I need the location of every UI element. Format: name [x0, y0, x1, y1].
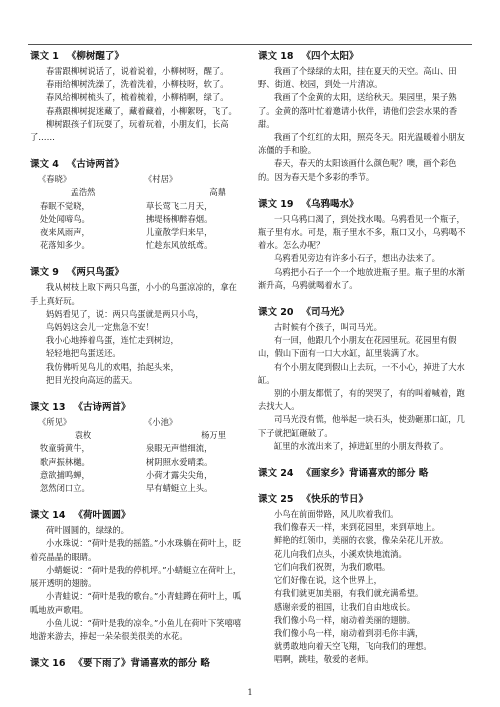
lesson-heading [30, 509, 242, 523]
poem-line: 花儿向我们点头，小溪欢快地流淌。 [274, 548, 407, 559]
poem-line: 它们好像在说，这个世界上， [274, 575, 382, 586]
poem-title: 《春晓》 [38, 174, 72, 185]
paragraph: 古时候有个孩子，叫司马光。 [274, 322, 382, 333]
page-number: 1 [247, 688, 253, 697]
paragraph: 春天，春天的太阳该画什么颜色呢？噢，画个彩色的。因为春天是个多彩的季节。 [258, 158, 457, 182]
poem-line: 感谢亲爱的祖国，让我们自由地成长。 [274, 601, 416, 612]
paragraph: 春雷跟柳树说话了，说着说着，小柳树呀，醒了。 [46, 66, 229, 76]
poem-line: 鲜艳的红领巾，美丽的衣裳，像朵朵花儿开放。 [274, 535, 449, 546]
paragraph: 乌鸦看见旁边有许多小石子，想出办法来了。 [274, 253, 440, 264]
lesson-heading [258, 467, 472, 481]
poem-author: 高鼎 [209, 187, 226, 198]
poem-line: 我小心地捧着鸟蛋，连忙走到树边， [46, 335, 179, 346]
lesson-title: 《四个太阳》 [301, 51, 359, 62]
lesson-heading [258, 50, 472, 64]
poem-line: 把目光投向高远的蓝天。 [46, 374, 138, 385]
poem-line: 就勇敢地向着天空飞翔，飞向我们的理想。 [274, 641, 432, 652]
lesson-9 [30, 266, 242, 387]
paragraph: 司马光没有慌，他举起一块石头，使劲砸那口缸，几下子就把缸砸破了。 [258, 414, 465, 438]
paragraph: 春风给柳树梳头了，梳着梳着，小柳梢啊，绿了。 [46, 92, 229, 103]
poem-line: 我从树枝上取下两只鸟蛋，小小的鸟蛋凉凉的，拿在手上真好玩。 [30, 282, 237, 306]
paragraph: 小鱼儿说：“荷叶是我的凉伞。”小鱼儿在荷叶下笑嘻嘻地游来游去，捧起一朵朵很美很美的水花。 [30, 617, 242, 641]
poem-line: 春眠不觉晓， [40, 200, 90, 211]
lesson-24 [258, 467, 472, 481]
paragraph: 春雨给柳树洗澡了，洗着洗着，小柳枝呀，软了。 [46, 79, 229, 90]
paragraph: 有个小朋友爬到假山上去玩，一不小心，掉进了大水缸。 [258, 361, 465, 385]
paragraph: 小蜻蜓说：“荷叶是我的停机坪。”小蜻蜓立在荷叶上，展开透明的翅膀。 [30, 564, 242, 589]
header-rule [28, 44, 472, 45]
lesson-13 [30, 401, 242, 495]
lesson-number: 课文 16 [30, 658, 66, 670]
poem-line: 儿童散学归来早， [146, 227, 213, 238]
poem-pair [30, 173, 242, 252]
poem-cunju [136, 173, 242, 252]
lesson-title: 《柳树醒了》 [66, 51, 124, 62]
lesson-25 [258, 493, 472, 666]
poem-line: 鸟妈妈这会儿一定焦急不安！ [46, 322, 154, 333]
poem-line: 我们像小鸟一样，扇动着美丽的翅膀。 [274, 614, 416, 625]
lesson-4 [30, 158, 242, 252]
paragraph: 小水珠说：“荷叶是我的摇篮。”小水珠躺在荷叶上，眨着亮晶晶的眼睛。 [30, 538, 242, 562]
lesson-19 [258, 198, 472, 292]
lesson-heading [30, 50, 242, 64]
lesson-title: 《画家乡》背诵喜欢的部分 略 [301, 468, 429, 480]
lesson-title: 《快乐的节日》 [301, 494, 369, 506]
paragraph: 我画了个红红的太阳，照亮冬天。阳光温暖着小朋友冻僵的手和脸。 [258, 132, 465, 156]
lesson-title: 《古诗两首》 [66, 159, 124, 171]
poem-line: 夜来风雨声， [40, 227, 90, 238]
paragraph: 春燕跟柳树捉迷藏了，藏着藏着，小柳絮呀，飞了。 [46, 105, 237, 116]
lesson-heading [30, 158, 242, 172]
lesson-title: 《司马光》 [301, 307, 350, 319]
poem-author: 袁枚 [74, 430, 92, 441]
lesson-18 [258, 50, 472, 184]
lesson-number: 课文 19 [258, 198, 294, 210]
paragraph: 柳树跟孩子们玩耍了，玩着玩着，小朋友们，长高了…… [30, 118, 229, 143]
poem-line: 处处闻啼鸟。 [40, 213, 90, 224]
poem-line: 歌声振林樾。 [40, 456, 90, 467]
paragraph: 缸里的水流出来了，掉进缸里的小朋友得救了。 [274, 440, 449, 451]
lesson-number: 课文 18 [258, 51, 294, 62]
lesson-number: 课文 9 [30, 267, 59, 279]
poem-line: 忽然闭口立。 [40, 483, 90, 494]
lesson-number: 课文 20 [258, 307, 294, 319]
poem-line: 拂堤杨柳醉春烟。 [146, 213, 213, 224]
lesson-heading [30, 401, 242, 415]
lesson-title: 《古诗两首》 [73, 402, 131, 414]
lesson-heading [30, 266, 242, 280]
paragraph: 有一回，他跟几个小朋友在花园里玩。花园里有假山，假山下面有一口大水缸，缸里装满了水。 [258, 335, 457, 359]
lesson-20 [258, 306, 472, 453]
right-column [258, 50, 472, 681]
poem-author: 孟浩然 [70, 187, 96, 198]
poem-title: 《小池》 [144, 417, 178, 428]
poem-line: 唱啊，跳哇，敬爱的老师。 [274, 654, 374, 665]
poem-line: 树阴照水爱晴柔。 [146, 456, 213, 467]
poem-line: 我们像春天一样，来到花园里，来到草地上。 [274, 522, 440, 533]
lesson-14 [30, 509, 242, 643]
poem-line: 轻轻地把鸟蛋送还。 [46, 348, 121, 359]
poem-line: 泉眼无声惜细流， [146, 443, 213, 454]
paragraph: 我画了个金黄的太阳，送给秋天。果园里，果子熟了。金黄的落叶忙着邀请小伙伴，请他们尝尝水果的香甜。 [258, 92, 458, 129]
poem-line: 牧童骑黄牛， [40, 443, 90, 454]
lesson-number: 课文 13 [30, 402, 66, 414]
poem-line: 小鸟在前面带路，风儿吹着我们。 [274, 509, 399, 520]
paragraph: 一只乌鸦口渴了，到处找水喝。乌鸦看见一个瓶子，瓶子里有水。可是，瓶子里水不多，瓶口又小，乌鸦喝不着水。怎么办呢？ [258, 213, 466, 251]
paragraph: 我画了个绿绿的太阳，挂在夏天的天空。高山、田野、街道、校园，到处一片清凉。 [258, 66, 457, 90]
paragraph: 乌鸦把小石子一个一个地放进瓶子里。瓶子里的水渐渐升高，乌鸦就喝着水了。 [258, 266, 465, 290]
poem-title: 《村居》 [144, 174, 178, 185]
poem-line: 草长莺飞二月天， [146, 200, 213, 211]
lesson-title: 《要下雨了》背诵喜欢的部分 略 [73, 658, 210, 670]
poem-line: 我仿佛听见鸟儿的欢唱，抬起头来， [46, 361, 179, 372]
poem-pair [30, 416, 242, 495]
lesson-number: 课文 14 [30, 510, 66, 522]
lesson-heading [258, 306, 472, 320]
poem-line: 我们像小鸟一样，扇动着到羽毛你丰满， [274, 627, 424, 638]
paragraph: 小青蛙说：“荷叶是我的歌台。”小青蛙蹲在荷叶上，呱呱地放声歌唱。 [30, 591, 242, 615]
poem-line: 妈妈看见了，说：两只鸟蛋就是两只小鸟， [46, 308, 204, 319]
poem-line: 意欲捕鸣蝉， [40, 469, 90, 480]
poem-line: 它们向我们祝贺，为我们歌唱。 [274, 561, 391, 572]
lesson-heading [258, 198, 472, 212]
left-column [30, 50, 242, 685]
poem-line: 花落知多少。 [40, 240, 90, 251]
lesson-title: 《两只鸟蛋》 [66, 267, 124, 279]
poem-title: 《所见》 [38, 417, 72, 428]
lesson-title: 《荷叶圆圆》 [73, 510, 131, 522]
lesson-16 [30, 657, 242, 671]
lesson-number: 课文 1 [30, 51, 59, 62]
lesson-number: 课文 4 [30, 159, 59, 171]
lesson-heading [258, 493, 472, 507]
lesson-heading [30, 657, 242, 671]
poem-chunxiao [30, 173, 136, 252]
lesson-1 [30, 50, 242, 144]
poem-line: 忙趁东风放纸鸢。 [146, 240, 213, 251]
poem-line: 小荷才露尖尖角， [146, 469, 213, 480]
lesson-number: 课文 25 [258, 494, 294, 506]
paragraph: 荷叶圆圆的，绿绿的。 [46, 525, 129, 536]
poem-author: 杨万里 [201, 430, 226, 441]
lesson-title: 《乌鸦喝水》 [301, 198, 359, 210]
poem-suojian [30, 416, 136, 495]
lesson-number: 课文 24 [258, 468, 294, 480]
paragraph: 别的小朋友都慌了，有的哭哭了，有的叫着喊着，跑去找大人。 [258, 388, 465, 412]
poem-line: 早有蜻蜓立上头。 [146, 483, 213, 494]
poem-xiaochi [136, 416, 242, 495]
poem-line: 有我们就更加美丽，有我们就充满希望。 [274, 588, 424, 599]
